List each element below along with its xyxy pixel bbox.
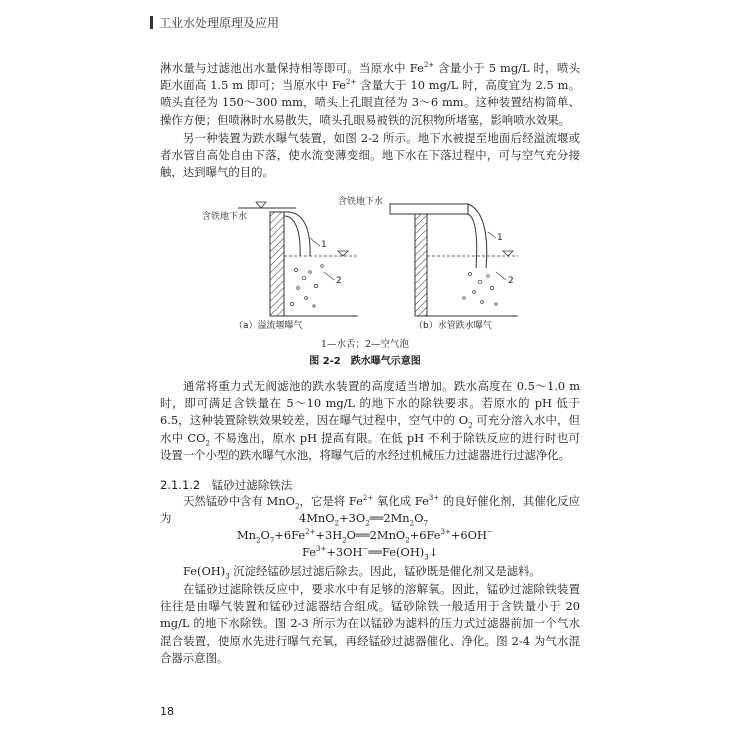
paragraph-4: 天然锰砂中含有 MnO$_2$，它是将 $Fe^{2+}$ 氧化成 $Fe^{3+}$ 的良好催化剂，其催化反应为 bbox=[160, 494, 580, 526]
subcaption-a: （a）溢流堰曝气 bbox=[234, 321, 303, 331]
bubbles-b bbox=[463, 273, 497, 306]
running-header bbox=[150, 14, 279, 31]
pool-level-marker-b bbox=[503, 251, 513, 256]
page-number: 18 bbox=[160, 705, 174, 718]
marker-2-a: 2 bbox=[336, 276, 342, 286]
figure-legend: 1—水舌；2—空气泡 bbox=[320, 339, 410, 350]
weir-wall bbox=[270, 212, 284, 316]
paragraph-6: 在锰砂过滤除铁反应中，要求水中有足够的溶解氧。因此，锰砂过滤除铁装置往往是由曝气装置和锰砂过滤器结合组成。锰砂除铁一般适用于含铁量小于 20 mg/L 的地下水除铁。图 2-3 所示为在以锰砂为滤料的压力式过滤器前加一个气水混合装置，使原水先进行曝气充氧，再经锰砂过滤器催化、净化。图 2-4 为气水混合器示意图。 bbox=[160, 582, 580, 665]
pool-level-marker-a bbox=[338, 251, 348, 256]
header-title: 工业水处理原理及应用 bbox=[159, 16, 280, 30]
equation-3: $Fe^{3+}+3OH^-══Fe(OH)_3↓$ bbox=[302, 545, 439, 562]
equation-2: $Mn_2O_7+6Fe^{2+}+3H_2O══2MnO_2+6Fe^{3+}+6OH^-$ bbox=[237, 528, 493, 545]
marker-1-a: 1 bbox=[321, 240, 327, 250]
nappe-a-inner bbox=[284, 216, 300, 256]
figure-caption: 图 2-2 跌水曝气示意图 bbox=[309, 356, 421, 367]
panel-b-pipe bbox=[390, 204, 518, 316]
inlet-label-a: 含铁地下水 bbox=[202, 212, 248, 222]
inlet-label-b: 含铁地下水 bbox=[338, 197, 384, 207]
tank-wall-b bbox=[415, 214, 427, 316]
paragraph-1: 淋水量与过滤池出水量保持相等即可。当原水中 $Fe^{2+}$ 含量小于 5 mg/L 时，喷头距水面高 1.5 m 即可；当原水中 $Fe^{2+}$ 含量大于 10 mg/L 时，高度宜为 2.5 m。喷头直径为 150～300 mm，喷头上孔眼直径为 3～6 mm。这种装置结构简单、操作方便；但喷淋时水易散失，喷头孔眼易被铁的沉积物所堵塞，影响喷水效果。 bbox=[160, 61, 580, 127]
paragraph-3: 通常将重力式无阀滤池的跌水装置的高度适当增加。跌水高度在 0.5～1.0 m 时，即可满足含铁量在 5～10 mg/L 的地下水的除铁要求。若原水的 pH 低于 6.5，这种装置除铁效果较差，因在曝气过程中，空气中的 $O_2$ 可充分溶入水中，但水中 $CO_2$ 不易逸出，原水 pH 提高有限。在低 pH 不利于除铁反应的进行时也可设置一个小型的跌水曝气水池，将曝气后的水经过机械压力过滤器进行过滤净化。 bbox=[160, 379, 581, 462]
water-level-marker bbox=[256, 202, 266, 208]
jet-b-outer bbox=[468, 204, 487, 268]
section-heading: 2.1.1.2 锰砂过滤除铁法 bbox=[160, 478, 293, 492]
panel-a-weir bbox=[238, 202, 358, 316]
marker-1-b: 1 bbox=[497, 233, 503, 243]
inlet-pipe bbox=[390, 204, 468, 214]
leader-2-a bbox=[324, 272, 334, 280]
leader-1-a bbox=[310, 238, 320, 246]
paragraph-5: $Fe(OH)_3$ 沉淀经锰砂层过滤后除去。因此，锰砂既是催化剂又是滤料。 bbox=[183, 564, 541, 581]
bubbles-a bbox=[291, 265, 324, 308]
figure-2-2 bbox=[178, 188, 538, 332]
equation-1: $4MnO_2+3O_2══2Mn_2O_7$ bbox=[299, 511, 428, 528]
jet-b-inner bbox=[468, 214, 477, 268]
leader-2-b bbox=[496, 272, 506, 280]
header-bar bbox=[150, 16, 153, 29]
marker-2-b: 2 bbox=[508, 276, 514, 286]
paragraph-2: 另一种装置为跌水曝气装置，如图 2-2 所示。地下水被提至地面后经溢流堰或者水管自高处自由下落，使水流变薄变细。地下水在下落过程中，可与空气充分接触，达到曝气的目的。 bbox=[160, 131, 580, 180]
nappe-a-outer bbox=[284, 212, 310, 256]
leader-1-b bbox=[488, 232, 496, 238]
subcaption-b: （b）水管跌水曝气 bbox=[414, 321, 492, 331]
